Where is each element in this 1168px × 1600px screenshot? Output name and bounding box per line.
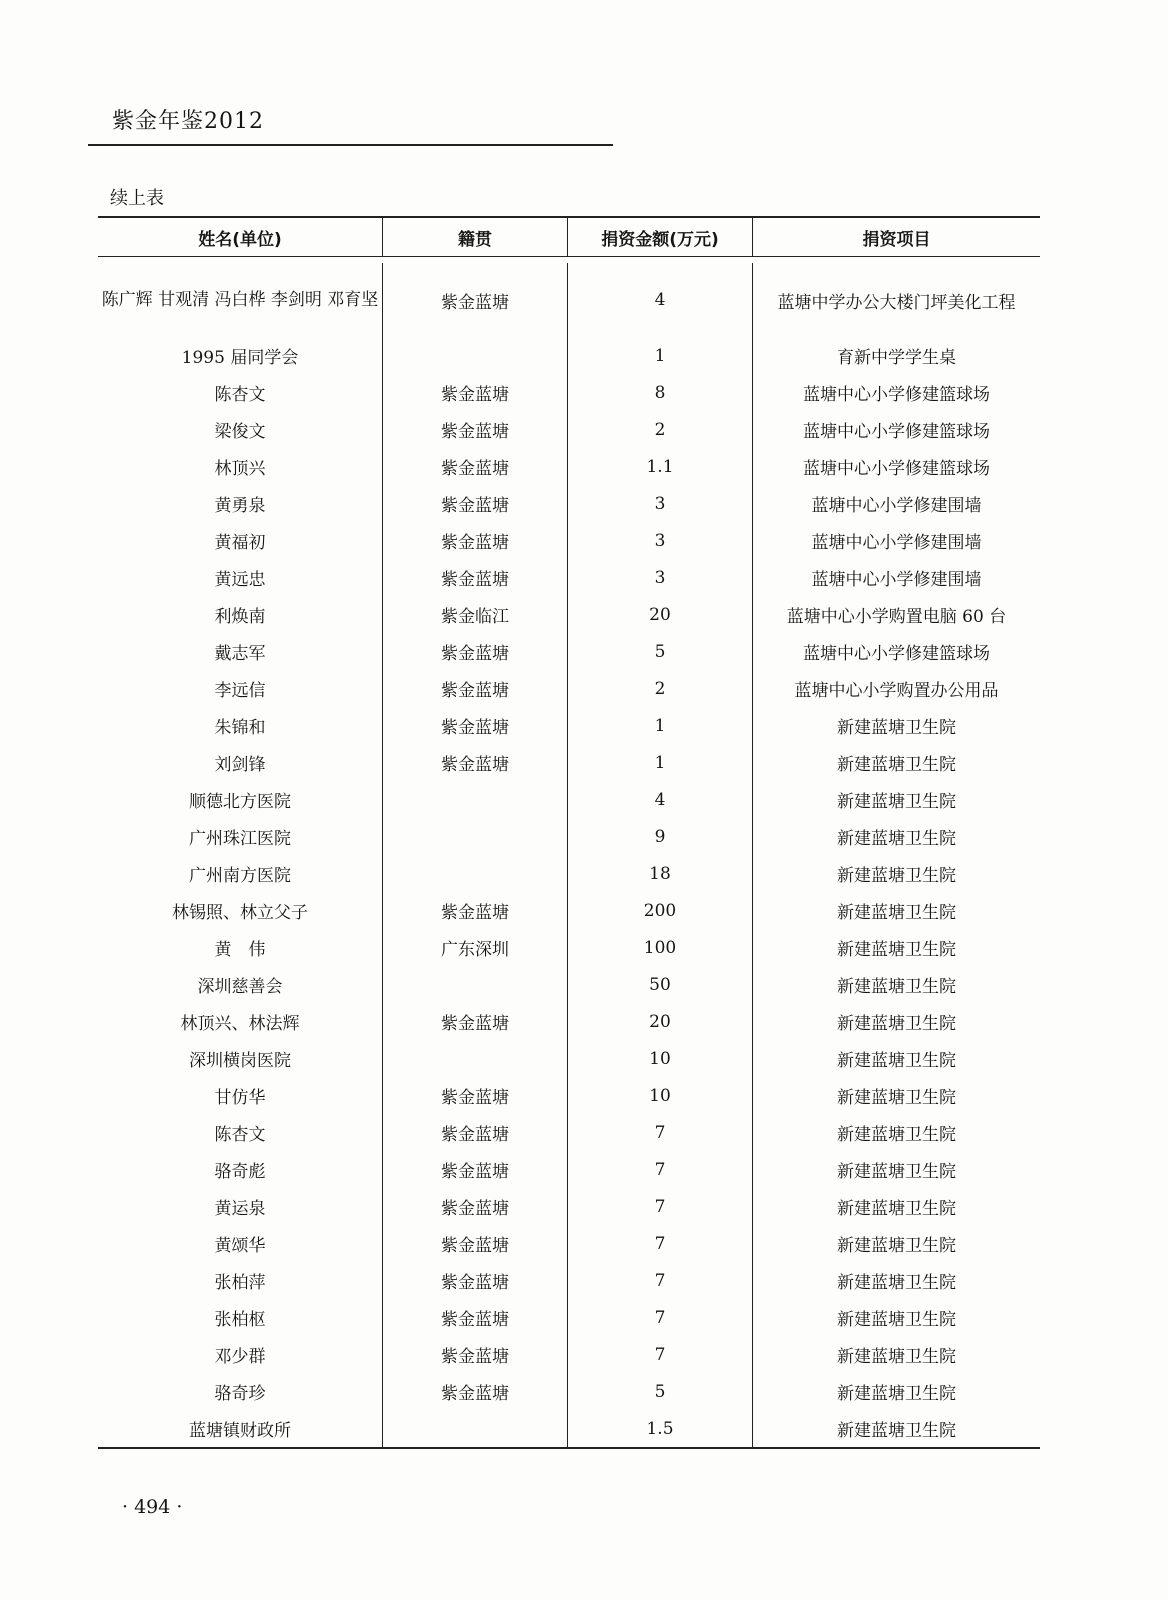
cell-name: 黄颂华 — [214, 1236, 266, 1256]
cell-origin: 紫金蓝塘 — [382, 485, 567, 522]
cell-project: 新建蓝塘卫生院 — [752, 744, 1040, 781]
table-header-row — [98, 218, 1040, 256]
cell-project: 新建蓝塘卫生院 — [752, 1188, 1040, 1225]
table-row — [98, 596, 1040, 633]
cell-origin: 紫金蓝塘 — [382, 633, 567, 670]
cell-amount: 200 — [567, 892, 752, 929]
table-row — [98, 633, 1040, 670]
cell-amount: 7 — [567, 1188, 752, 1225]
cell-name: 黄远忠 — [214, 570, 266, 590]
cell-name: 利焕南 — [214, 607, 266, 627]
table-row — [98, 1188, 1040, 1225]
page-number: · 494 · — [122, 1496, 183, 1518]
table-bottom-rule — [98, 1447, 1040, 1449]
cell-amount: 100 — [567, 929, 752, 966]
table-row — [98, 929, 1040, 966]
cell-amount: 20 — [567, 1003, 752, 1040]
cell-name: 甘仿华 — [214, 1088, 266, 1108]
cell-project: 新建蓝塘卫生院 — [752, 707, 1040, 744]
cell-name: 黄勇泉 — [214, 496, 266, 516]
cell-amount: 7 — [567, 1151, 752, 1188]
cell-project: 新建蓝塘卫生院 — [752, 781, 1040, 818]
cell-project: 育新中学学生桌 — [752, 337, 1040, 374]
table-row — [98, 337, 1040, 374]
cell-origin — [382, 337, 567, 374]
cell-name: 朱锦和 — [214, 718, 266, 738]
cell-project: 新建蓝塘卫生院 — [752, 1336, 1040, 1373]
cell-name: 陈广辉 甘观清 冯白桦 李剑明 邓育坚 — [101, 290, 379, 310]
cell-amount: 1 — [567, 744, 752, 781]
cell-origin — [382, 1410, 567, 1447]
cell-origin: 紫金蓝塘 — [382, 411, 567, 448]
cell-amount: 4 — [567, 263, 752, 337]
cell-name: 陈杏文 — [214, 385, 266, 405]
cell-origin: 广东深圳 — [382, 929, 567, 966]
table-row — [98, 892, 1040, 929]
cell-project: 蓝塘中心小学购置电脑 60 台 — [752, 596, 1040, 633]
cell-amount: 50 — [567, 966, 752, 1003]
cell-amount: 1.5 — [567, 1410, 752, 1447]
table-row — [98, 1410, 1040, 1447]
cell-name: 林顶兴 — [214, 459, 266, 479]
cell-amount: 7 — [567, 1299, 752, 1336]
cell-origin: 紫金临江 — [382, 596, 567, 633]
table-row — [98, 485, 1040, 522]
cell-amount: 7 — [567, 1262, 752, 1299]
header-rule — [88, 144, 613, 146]
cell-project: 新建蓝塘卫生院 — [752, 929, 1040, 966]
cell-amount: 1.1 — [567, 448, 752, 485]
cell-name: 林顶兴、林法辉 — [180, 1014, 300, 1034]
cell-amount: 3 — [567, 559, 752, 596]
cell-project: 新建蓝塘卫生院 — [752, 1373, 1040, 1410]
cell-name: 梁俊文 — [214, 422, 266, 442]
cell-amount: 5 — [567, 633, 752, 670]
cell-amount: 9 — [567, 818, 752, 855]
cell-project: 新建蓝塘卫生院 — [752, 1299, 1040, 1336]
cell-amount: 5 — [567, 1373, 752, 1410]
cell-name: 骆奇珍 — [214, 1384, 266, 1404]
cell-name: 林锡照、林立父子 — [172, 903, 308, 923]
table-row — [98, 818, 1040, 855]
cell-name: 张柏萍 — [214, 1273, 266, 1293]
cell-amount: 3 — [567, 522, 752, 559]
table-row — [98, 781, 1040, 818]
cell-amount: 2 — [567, 411, 752, 448]
cell-project: 蓝塘中心小学修建篮球场 — [752, 448, 1040, 485]
column-header-origin: 籍贯 — [382, 218, 567, 256]
table-row — [98, 374, 1040, 411]
cell-origin: 紫金蓝塘 — [382, 1003, 567, 1040]
table-row — [98, 559, 1040, 596]
table-row — [98, 966, 1040, 1003]
cell-name: 蓝塘镇财政所 — [189, 1421, 291, 1441]
table-caption: 续上表 — [110, 188, 164, 209]
cell-origin: 紫金蓝塘 — [382, 263, 567, 337]
cell-project: 新建蓝塘卫生院 — [752, 1114, 1040, 1151]
column-header-name: 姓名(单位) — [198, 229, 282, 250]
cell-origin: 紫金蓝塘 — [382, 1262, 567, 1299]
cell-amount: 1 — [567, 337, 752, 374]
cell-name: 黄 伟 — [214, 940, 266, 960]
table-row — [98, 448, 1040, 485]
cell-project: 新建蓝塘卫生院 — [752, 1225, 1040, 1262]
cell-amount: 7 — [567, 1225, 752, 1262]
cell-amount: 10 — [567, 1077, 752, 1114]
cell-amount: 1 — [567, 707, 752, 744]
cell-origin: 紫金蓝塘 — [382, 670, 567, 707]
cell-origin: 紫金蓝塘 — [382, 1114, 567, 1151]
column-header-amount: 捐资金额(万元) — [567, 218, 752, 256]
cell-origin: 紫金蓝塘 — [382, 522, 567, 559]
cell-origin: 紫金蓝塘 — [382, 374, 567, 411]
cell-origin — [382, 966, 567, 1003]
cell-project: 新建蓝塘卫生院 — [752, 1040, 1040, 1077]
cell-amount: 2 — [567, 670, 752, 707]
table-row — [98, 707, 1040, 744]
cell-origin: 紫金蓝塘 — [382, 707, 567, 744]
table-row — [98, 1077, 1040, 1114]
cell-project: 蓝塘中心小学修建围墙 — [752, 485, 1040, 522]
table-row — [98, 744, 1040, 781]
table-row — [98, 522, 1040, 559]
cell-amount: 20 — [567, 596, 752, 633]
cell-name: 邓少群 — [214, 1347, 266, 1367]
cell-project: 新建蓝塘卫生院 — [752, 1077, 1040, 1114]
cell-project: 蓝塘中心小学购置办公用品 — [752, 670, 1040, 707]
cell-project: 蓝塘中心小学修建篮球场 — [752, 633, 1040, 670]
table-row — [98, 1225, 1040, 1262]
cell-name: 骆奇彪 — [214, 1162, 266, 1182]
cell-origin: 紫金蓝塘 — [382, 1188, 567, 1225]
running-title: 紫金年鉴2012 — [112, 109, 264, 134]
cell-project: 蓝塘中心小学修建篮球场 — [752, 374, 1040, 411]
cell-origin: 紫金蓝塘 — [382, 1225, 567, 1262]
cell-name: 顺德北方医院 — [189, 792, 291, 812]
cell-origin — [382, 818, 567, 855]
cell-project: 新建蓝塘卫生院 — [752, 1262, 1040, 1299]
cell-origin — [382, 1040, 567, 1077]
cell-amount: 3 — [567, 485, 752, 522]
cell-name: 李远信 — [214, 681, 266, 701]
cell-name: 陈杏文 — [214, 1125, 266, 1145]
cell-amount: 7 — [567, 1114, 752, 1151]
cell-project: 蓝塘中心小学修建围墙 — [752, 559, 1040, 596]
cell-project: 蓝塘中心小学修建围墙 — [752, 522, 1040, 559]
table-row — [98, 1262, 1040, 1299]
cell-origin: 紫金蓝塘 — [382, 892, 567, 929]
cell-origin: 紫金蓝塘 — [382, 559, 567, 596]
cell-origin — [382, 781, 567, 818]
cell-name: 黄福初 — [214, 533, 266, 553]
cell-project: 蓝塘中心小学修建篮球场 — [752, 411, 1040, 448]
cell-project: 新建蓝塘卫生院 — [752, 1410, 1040, 1447]
cell-name: 广州珠江医院 — [189, 829, 291, 849]
cell-project: 新建蓝塘卫生院 — [752, 855, 1040, 892]
table-row — [98, 263, 1040, 337]
table-body — [98, 257, 1040, 1447]
cell-project: 新建蓝塘卫生院 — [752, 1003, 1040, 1040]
table-row — [98, 411, 1040, 448]
cell-origin — [382, 855, 567, 892]
cell-name: 1995 届同学会 — [181, 348, 299, 368]
cell-name: 深圳慈善会 — [197, 977, 283, 997]
table-row — [98, 1003, 1040, 1040]
cell-project: 新建蓝塘卫生院 — [752, 966, 1040, 1003]
table-row — [98, 670, 1040, 707]
cell-name: 刘剑锋 — [214, 755, 266, 775]
cell-name: 戴志军 — [214, 644, 266, 664]
cell-origin: 紫金蓝塘 — [382, 744, 567, 781]
cell-amount: 10 — [567, 1040, 752, 1077]
cell-origin: 紫金蓝塘 — [382, 1299, 567, 1336]
donation-table — [98, 216, 1040, 1449]
cell-project: 新建蓝塘卫生院 — [752, 1151, 1040, 1188]
table-row — [98, 1336, 1040, 1373]
table-row — [98, 1373, 1040, 1410]
table-row — [98, 1151, 1040, 1188]
cell-project: 新建蓝塘卫生院 — [752, 818, 1040, 855]
cell-origin: 紫金蓝塘 — [382, 448, 567, 485]
cell-amount: 8 — [567, 374, 752, 411]
cell-amount: 4 — [567, 781, 752, 818]
cell-name: 深圳横岗医院 — [189, 1051, 291, 1071]
cell-name: 广州南方医院 — [189, 866, 291, 886]
cell-amount: 18 — [567, 855, 752, 892]
cell-name: 黄运泉 — [214, 1199, 266, 1219]
cell-origin: 紫金蓝塘 — [382, 1336, 567, 1373]
cell-amount: 7 — [567, 1336, 752, 1373]
table-row — [98, 1114, 1040, 1151]
cell-origin: 紫金蓝塘 — [382, 1373, 567, 1410]
cell-project: 新建蓝塘卫生院 — [752, 892, 1040, 929]
cell-origin: 紫金蓝塘 — [382, 1077, 567, 1114]
table-row — [98, 1299, 1040, 1336]
cell-name: 张柏枢 — [214, 1310, 266, 1330]
cell-origin: 紫金蓝塘 — [382, 1151, 567, 1188]
cell-project: 蓝塘中学办公大楼门坪美化工程 — [752, 263, 1040, 337]
table-row — [98, 1040, 1040, 1077]
table-row — [98, 855, 1040, 892]
column-header-project: 捐资项目 — [752, 218, 1040, 256]
